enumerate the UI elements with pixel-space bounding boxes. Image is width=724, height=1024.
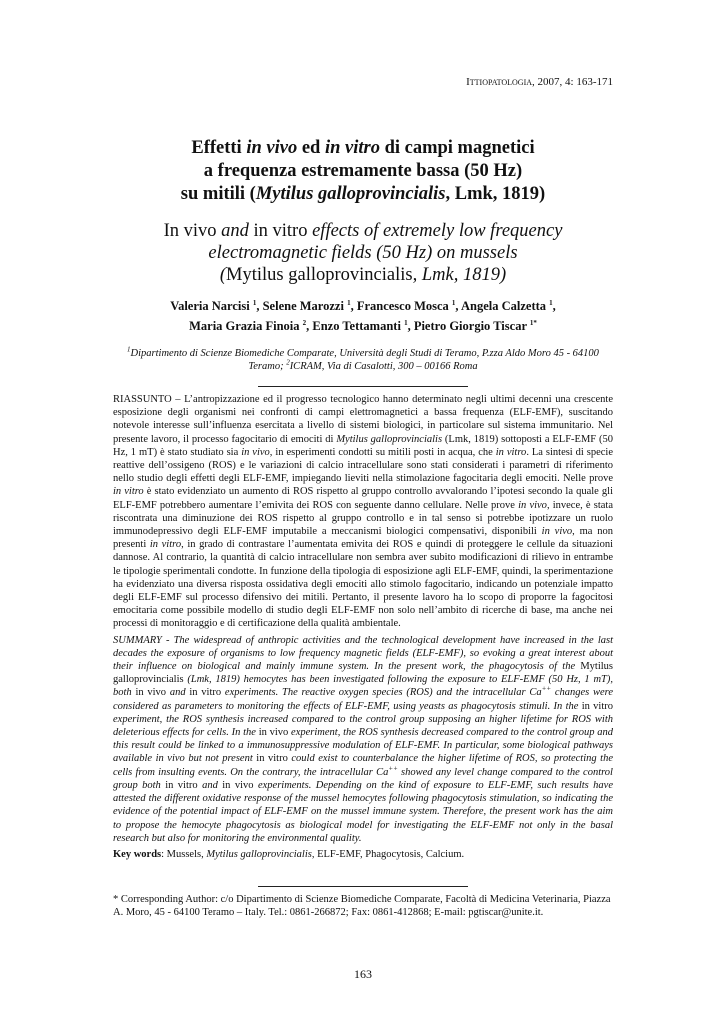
journal-name: Ittiopatologia <box>466 76 533 88</box>
title-en-species: Mytilus galloprovincialis <box>226 265 413 285</box>
affiliations <box>113 347 613 373</box>
riassunto-paragraph: RIASSUNTO – L’antropizzazione ed il progresso tecnologico hanno determinato negli ultimi decenni una crescente esposizione degli organismi nei confronti di campi elettromagnetici a bassa frequenza (ELF-EMF), suscitando notevole interesse sull’influenza esercitata a livello di sistemi biologici, in particolare sul sistema immunitario. Nel presente lavoro, il processo fagocitario di emociti di Mytilus galloprovincialis (Lmk, 1819) sottoposti a ELF-EMF (50 Hz, 1 mT) è stato studiato sia in vivo, in esperimenti condotti su mitili posti in acqua, che in vitro. La sintesi di specie reattive dell’ossigeno (ROS) e le variazioni di calcio intracellulare sono stati considerati i parametri di riferimento nello studio degli effetti degli ELF-EMF, impiegando lieviti nella stimolazione fagocitaria degli emociti. Nelle prove in vitro è stato evidenziato un aumento di ROS rispetto al gruppo controllo avvalorando l’ipotesi secondo la quale gli ELF-EMF potrebbero aumentare l’emivita dei ROS con seguente danno cellulare. Nelle prove in vivo, invece, è stata riscontrata una diminuzione dei ROS rispetto al gruppo controllo e in tal senso si potrebbe ipotizzare un ruolo immunodepressivo degli ELF-EMF imputabile a meccanismi biologici compensativi, disponibili in vivo, ma non presenti in vitro, in grado di contrastare l’aumentata emivita dei ROS e quindi di proteggere le cellule da situazioni dannose. Al contrario, la quantità di calcio intracellulare non sembra aver subito modificazioni di rilievo in entrambe le tipologie sperimentali condotte. In funzione della tipologia di esposizione agli ELF-EMF, quindi, la sperimentazione ha evidenziato una diversa risposta ossidativa degli emociti allo stimolo fagocitario, indicando un potenziale impatto degli ELF-EMF sul processo difensivo dei mitili. Pertanto, il presente lavoro ha lo scopo di proporre la fagocitosi emocitaria come possibile modello di studio degli ELF-EMF non solo nell’ambito di ricerche di base, ma anche nei processi di monitoraggio e di certificazione della qualità ambientale. <box>113 394 614 630</box>
author-affil-mark: 1 <box>404 318 408 327</box>
summary-paragraph: SUMMARY - The widespread of anthropic activities and the technological development have increased in the last decades the exposure of organisms to low frequency magnetic fields (ELF-EMF), so evoking a great interest about their influence on biological and mainly immune system. In the present work, the phagocytosis of the Mytilus galloprovincialis (Lmk, 1819) hemocytes has been investigated following the exposure to ELF-EMF (50 Hz, 1 mT), both in vivo and in vitro experiments. The reactive oxygen species (ROS) and the intracellular Ca++ changes were considered as parameters to monitoring the effects of ELF-EMF, using yeasts as phagocytosis stimuli. In the in vitro experiment, the ROS synthesis increased compared to the control group supposing an higher lifetime for ROS with deleterious effects for cells. In the in vivo experiment, the ROS synthesis decreased compared to the control group and this result could be linked to a immunosuppressive modulation of ELF-EMF. In particular, some biological pathways available in vivo but not present in vitro could exist to counterbalance the higher lifetime of ROS, so protecting the cells from insulting events. On the contrary, the intracellular Ca++ showed any level change compared to the control group both in vitro and in vivo experiments. Depending on the kind of exposure to ELF-EMF, such results have attested the different oxidative response of the mussel hemocytes following phagocytosis stimulation, so indicating the evidence of the potential impact of ELF-EMF on the mussel immune system. Therefore, the present work has the aim to propose the hemocyte phagocytosis as biological model for investigating the ELF-EMF not only in the basal research but also for monitoring the environmental quality. <box>113 634 614 844</box>
title-it-italic: in vivo <box>246 138 298 158</box>
author-affil-mark: 1 <box>252 298 257 307</box>
author-affil-mark: 1* <box>529 318 537 327</box>
author-separator: , <box>552 299 556 313</box>
author-affil-mark: 1 <box>451 298 456 307</box>
author-name: , Enzo Tettamanti <box>306 319 405 333</box>
title-en-italic: ( <box>219 265 227 285</box>
keywords-label: Key words <box>113 848 162 860</box>
author-affil-mark: 1 <box>549 298 553 307</box>
title-en-text: in vitro <box>248 221 313 241</box>
author-affil-mark: 1 <box>347 298 351 307</box>
title-english <box>113 220 613 286</box>
title-en-text: In vivo <box>163 221 222 241</box>
author-list <box>113 296 613 336</box>
abstract-body <box>113 393 613 864</box>
title-italian <box>113 137 613 206</box>
title-en-italic: effects of extremely low frequency <box>312 221 563 241</box>
author-name: Valeria Narcisi <box>170 299 253 313</box>
page-number: 163 <box>354 967 372 981</box>
title-it-text: su mitili ( <box>180 184 256 204</box>
affil-text: Dipartimento di Scienze Biomediche Comparate, Università degli Studi di Teramo, P.zza Aldo Moro 45 - 64100 Teramo; <box>130 348 599 372</box>
affil-mark: 1 <box>127 345 131 354</box>
author-name: Maria Grazia Finoia <box>189 319 303 333</box>
affil-text: ICRAM, Via di Casalotti, 300 – 00166 Roma <box>289 361 478 372</box>
running-header <box>466 76 613 88</box>
journal-citation: , 2007, 4: 163-171 <box>532 76 613 88</box>
title-it-text: ed <box>297 138 325 158</box>
divider-rule <box>258 386 468 387</box>
title-it-text: , Lmk, 1819) <box>445 184 546 204</box>
affil-mark: 2 <box>286 358 290 367</box>
title-it-line-2: a frequenza estremamente bassa (50 Hz) <box>203 161 523 181</box>
title-it-species: Mytilus galloprovincialis <box>255 184 446 204</box>
title-en-italic: and <box>221 221 249 241</box>
title-en-italic: , Lmk, 1819) <box>412 265 507 285</box>
footnote-rule <box>258 886 468 887</box>
title-it-italic: in vitro <box>324 138 380 158</box>
corresponding-author-footnote: * Corresponding Author: c/o Dipartimento di Scienze Biomediche Comparate, Facoltà di Medicina Veterinaria, Piazza A. Moro, 45 - 64100 Teramo – Italy. Tel.: 0861-266872; Fax: 0861-412868; E-mail: pgtiscar@unite.it. <box>113 894 611 918</box>
title-it-text: Effetti <box>191 138 247 158</box>
title-en-line-2: electromagnetic fields (50 Hz) on mussels <box>208 243 518 263</box>
author-name: , Francesco Mosca <box>350 299 452 313</box>
title-it-text: di campi magnetici <box>379 138 535 158</box>
keywords: Key words: Mussels, Mytilus galloprovincialis, ELF-EMF, Phagocytosis, Calcium. <box>113 848 465 860</box>
author-name: , Pietro Giorgio Tiscar <box>407 319 530 333</box>
author-name: , Selene Marozzi <box>256 299 348 313</box>
author-name: , Angela Calzetta <box>455 299 550 313</box>
author-affil-mark: 2 <box>302 318 307 327</box>
